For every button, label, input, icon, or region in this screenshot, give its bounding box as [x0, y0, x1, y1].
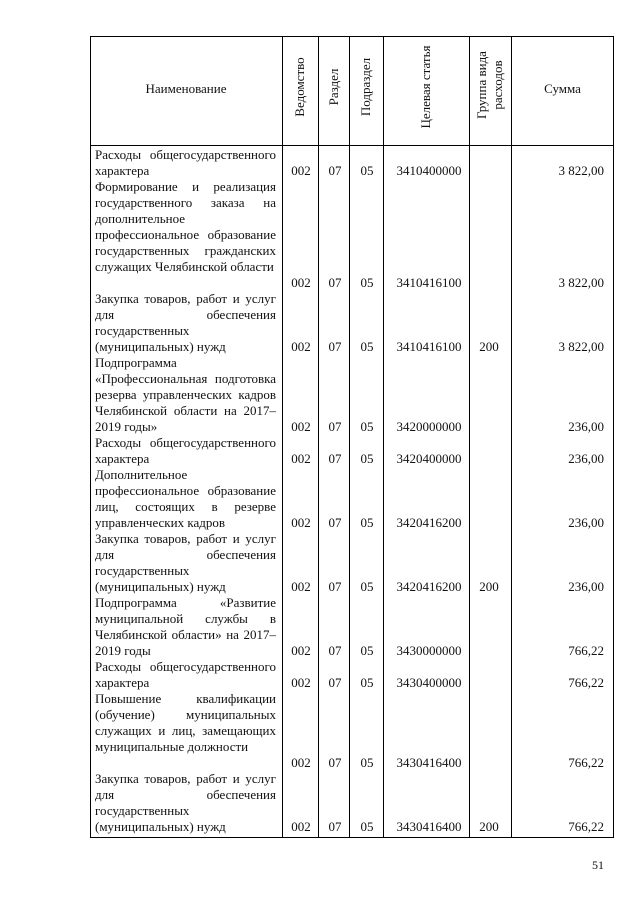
row-celevaya: 3420416200: [396, 515, 462, 530]
header-vedomstvo: Ведомство: [292, 57, 307, 117]
row-celevaya: 3430000000: [396, 643, 462, 658]
row-razdel: 07: [328, 275, 342, 290]
row-razdel: 07: [328, 339, 342, 354]
row-vedomstvo: 002: [291, 579, 311, 594]
row-vedomstvo: 002: [291, 419, 311, 434]
row-name: Повышение квалификации (обучение) муниципальных служащих и лиц, замещающих муниципальные должности: [95, 691, 276, 754]
row-summa: 3 822,00: [558, 339, 604, 354]
row-podrazdel: 05: [360, 419, 374, 434]
row-summa: 236,00: [568, 579, 604, 594]
row-vedomstvo: 002: [291, 163, 311, 178]
header-divider: [90, 145, 614, 146]
row-name: Закупка товаров, работ и услуг для обеспечения государственных (муниципальных) нужд: [95, 771, 276, 834]
row-celevaya: 3420400000: [396, 451, 462, 466]
row-celevaya: 3420416200: [396, 579, 462, 594]
row-summa: 236,00: [568, 515, 604, 530]
row-podrazdel: 05: [360, 579, 374, 594]
column-divider: [318, 36, 319, 838]
row-podrazdel: 05: [360, 163, 374, 178]
header-gruppa-line1: Группа вида: [474, 51, 489, 119]
header-podrazdel: Подраздел: [358, 57, 373, 117]
row-razdel: 07: [328, 163, 342, 178]
row-celevaya: 3410400000: [396, 163, 462, 178]
row-gruppa: 200: [479, 339, 499, 354]
header-name: Наименование: [145, 81, 227, 96]
column-divider: [349, 36, 350, 838]
row-razdel: 07: [328, 515, 342, 530]
row-name: Формирование и реализация государственного заказа на дополнительное профессиональное образование государственных гражданских служащих Челябинской области: [95, 179, 276, 274]
row-podrazdel: 05: [360, 819, 374, 834]
row-podrazdel: 05: [360, 275, 374, 290]
row-podrazdel: 05: [360, 675, 374, 690]
row-summa: 3 822,00: [558, 275, 604, 290]
column-divider: [282, 36, 283, 838]
row-summa: 236,00: [568, 451, 604, 466]
row-summa: 766,22: [568, 643, 604, 658]
row-name: Расходы общегосударственного характера: [95, 435, 276, 466]
row-razdel: 07: [328, 579, 342, 594]
row-vedomstvo: 002: [291, 643, 311, 658]
row-gruppa: 200: [479, 819, 499, 834]
row-summa: 236,00: [568, 419, 604, 434]
row-summa: 3 822,00: [558, 163, 604, 178]
page-number: 51: [592, 858, 604, 872]
row-name: Подпрограмма «Развитие муниципальной службы в Челябинской области» на 2017–2019 годы: [95, 595, 276, 658]
header-gruppa-line2: расходов: [490, 60, 505, 110]
table-bottom-border: [90, 837, 614, 838]
row-gruppa: 200: [479, 579, 499, 594]
header-celevaya-statya: Целевая статья: [418, 45, 433, 129]
row-summa: 766,22: [568, 819, 604, 834]
row-podrazdel: 05: [360, 339, 374, 354]
row-vedomstvo: 002: [291, 515, 311, 530]
header-summa: Сумма: [544, 81, 581, 96]
row-name: Расходы общегосударственного характера: [95, 659, 276, 690]
row-name: Подпрограмма «Профессиональная подготовка резерва управленческих кадров Челябинской области на 2017–2019 годы»: [95, 355, 276, 434]
row-razdel: 07: [328, 643, 342, 658]
row-celevaya: 3430416400: [396, 819, 462, 834]
row-summa: 766,22: [568, 675, 604, 690]
row-razdel: 07: [328, 755, 342, 770]
row-name: Закупка товаров, работ и услуг для обеспечения государственных (муниципальных) нужд: [95, 531, 276, 594]
row-vedomstvo: 002: [291, 451, 311, 466]
column-divider: [469, 36, 470, 838]
column-divider: [511, 36, 512, 838]
row-razdel: 07: [328, 419, 342, 434]
row-podrazdel: 05: [360, 755, 374, 770]
row-celevaya: 3430416400: [396, 755, 462, 770]
column-divider: [383, 36, 384, 838]
row-vedomstvo: 002: [291, 755, 311, 770]
row-celevaya: 3410416100: [396, 275, 462, 290]
row-vedomstvo: 002: [291, 275, 311, 290]
row-celevaya: 3420000000: [396, 419, 462, 434]
row-celevaya: 3410416100: [396, 339, 462, 354]
row-podrazdel: 05: [360, 451, 374, 466]
row-name: Расходы общегосударственного характера: [95, 147, 276, 178]
row-name: Дополнительное профессиональное образование лиц, состоящих в резерве управленческих кадров: [95, 467, 276, 530]
row-summa: 766,22: [568, 755, 604, 770]
row-name: Закупка товаров, работ и услуг для обеспечения государственных (муниципальных) нужд: [95, 291, 276, 354]
row-vedomstvo: 002: [291, 339, 311, 354]
row-razdel: 07: [328, 675, 342, 690]
header-razdel: Раздел: [326, 68, 341, 106]
row-podrazdel: 05: [360, 643, 374, 658]
row-razdel: 07: [328, 819, 342, 834]
row-vedomstvo: 002: [291, 675, 311, 690]
row-podrazdel: 05: [360, 515, 374, 530]
row-celevaya: 3430400000: [396, 675, 462, 690]
row-razdel: 07: [328, 451, 342, 466]
row-vedomstvo: 002: [291, 819, 311, 834]
